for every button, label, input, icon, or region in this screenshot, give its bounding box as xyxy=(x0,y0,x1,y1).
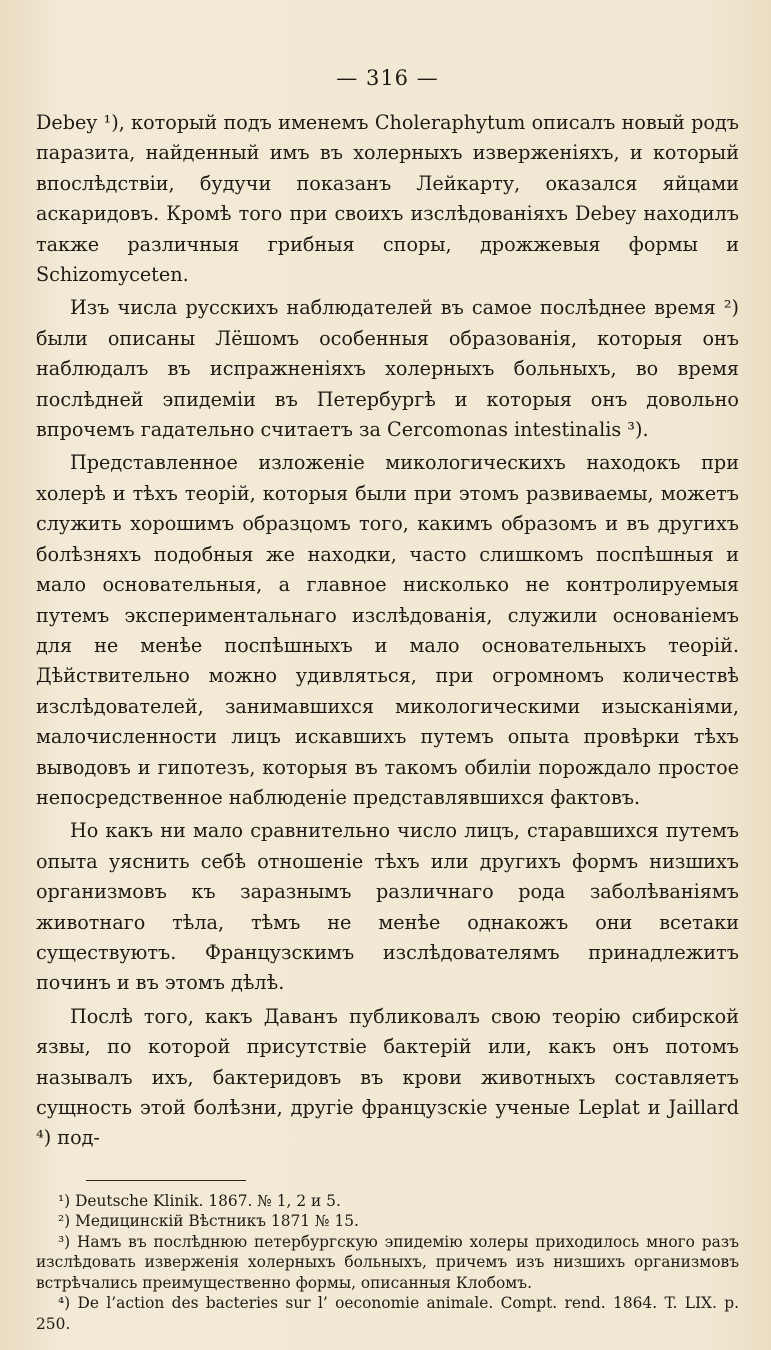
main-text xyxy=(36,108,739,1154)
footnote-3: ³) Намъ въ послѣднюю петербургскую эпидемію холеры приходилось много разъ изслѣдовать изверженія холерныхъ больныхъ, причемъ изъ низшихъ организмовъ встрѣчались преимущественно формы, описанныя Клобомъ. xyxy=(36,1232,739,1292)
paragraph-3: Представленное изложеніе микологическихъ находокъ при холерѣ и тѣхъ теорій, которыя были при этомъ развиваемы, можетъ служить хорошимъ образцомъ того, какимъ образомъ и въ другихъ болѣзняхъ подобныя же находки, часто слишкомъ поспѣшныя и мало основательныя, а главное нисколько не контролируемыя путемъ экспериментальнаго изслѣдованія, служили основаніемъ для не менѣе поспѣшныхъ и мало основательныхъ теорій. Дѣйствительно можно удивляться, при огромномъ количествѣ изслѣдователей, занимавшихся микологическими изысканіями, малочисленности лицъ искавшихъ путемъ опыта провѣрки тѣхъ выводовъ и гипотезъ, которыя въ такомъ обиліи порождало простое непосредственное наблюденіе представлявшихся фактовъ. xyxy=(36,451,739,809)
footnote-1: ¹) Deutsche Klinik. 1867. № 1, 2 и 5. xyxy=(58,1191,341,1210)
footnotes xyxy=(36,1191,739,1335)
paragraph-5: Послѣ того, какъ Даванъ публиковалъ свою теорію сибирской язвы, по которой присутствіе бактерій или, какъ онъ потомъ называлъ ихъ, бактеридовъ въ крови животныхъ составляетъ сущность этой болѣзни, другіе французскіе ученые Leplat и Jaillard ⁴) под- xyxy=(36,1004,739,1150)
footnote-divider xyxy=(86,1180,246,1181)
footnote-4: ⁴) De l’action des bacteries sur l’ oeconomie animale. Compt. rend. 1864. T. LIX. p. 250. xyxy=(36,1294,739,1333)
page-number: — 316 — xyxy=(336,66,439,90)
footnote-2: ²) Медицинскій Вѣстникъ 1871 № 15. xyxy=(58,1212,359,1231)
paragraph-1: Debey ¹), который подъ именемъ Cholerаphytum описалъ новый родъ паразита, найденный имъ въ холерныхъ изверженіяхъ, и который впослѣдствіи, будучи показанъ Лейкарту, оказался яйцами аскаридовъ. Кромѣ того при своихъ изслѣдованіяхъ Debey находилъ также различныя грибныя споры, дрожжевыя формы и Schizomyceten. xyxy=(36,111,739,287)
paragraph-4: Но какъ ни мало сравнительно число лицъ, старавшихся путемъ опыта уяснить себѣ отношеніе тѣхъ или другихъ формъ низшихъ организмовъ къ заразнымъ различнаго рода заболѣваніямъ животнаго тѣла, тѣмъ не менѣе однакожъ они всетаки существуютъ. Французскимъ изслѣдователямъ принадлежитъ починъ и въ этомъ дѣлѣ. xyxy=(36,819,739,995)
paragraph-2: Изъ числа русскихъ наблюдателей въ самое послѣднее время ²) были описаны Лёшомъ особенныя образованія, которыя онъ наблюдалъ въ испражненіяхъ холерныхъ больныхъ, во время послѣдней эпидеміи въ Петербургѣ и которыя онъ довольно впрочемъ гадательно считаетъ за Cercomonas intestinalis ³). xyxy=(36,296,739,442)
